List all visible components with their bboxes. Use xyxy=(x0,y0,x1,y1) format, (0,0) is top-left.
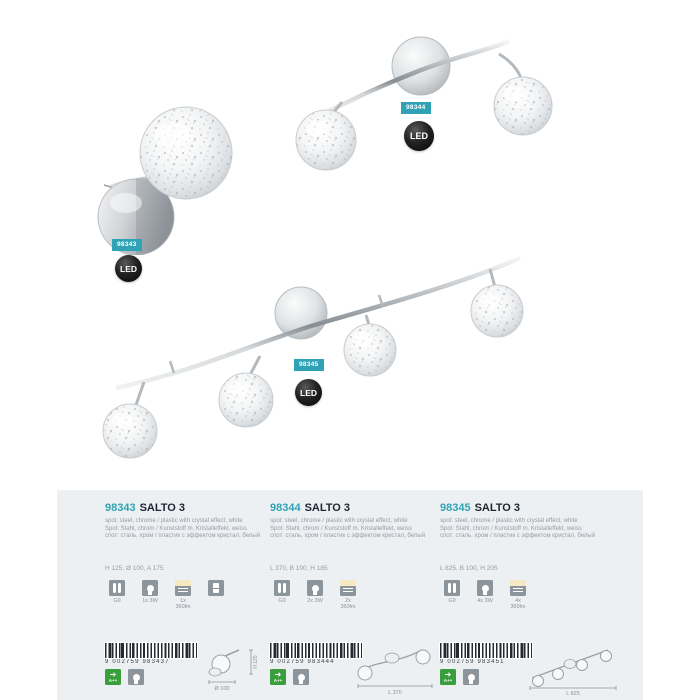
barcode-image xyxy=(440,643,532,658)
lumen-label: 2x 360lm xyxy=(340,598,356,610)
description-en: spot: steel, chrome / plastic with crystal effect, white xyxy=(440,518,578,524)
drawing-width-label: Ø 100 xyxy=(214,686,230,692)
certification-row xyxy=(440,669,536,685)
energy-arrow-icon: ➜ xyxy=(109,670,117,679)
product-sku: 98343 xyxy=(105,502,136,514)
energy-class-label: A++ xyxy=(443,678,453,683)
socket-label: G9 xyxy=(448,598,456,604)
description-en: spot: steel, chrome / plastic with crystal effect, white xyxy=(105,518,243,524)
energy-arrow-icon: ➜ xyxy=(444,670,452,679)
drawing-width-label: L 825 xyxy=(566,691,580,696)
description-de: Spot: Stahl, chrom / Kunststoff m. Kristalleffekt, weiss xyxy=(270,525,412,532)
dimension-drawing xyxy=(350,640,440,696)
led-badge-98345: LED xyxy=(295,379,322,406)
energy-class-label: A++ xyxy=(273,678,283,683)
spec-icons-row xyxy=(440,580,530,610)
led-badge-98343: LED xyxy=(115,255,142,282)
ean-number: 9 002759 983451 xyxy=(440,659,505,665)
energy-class-icon xyxy=(270,669,286,685)
wattage-spec xyxy=(138,580,162,610)
product-title xyxy=(105,502,185,514)
socket-label: G9 xyxy=(278,598,286,604)
switch-spec xyxy=(204,580,228,610)
product-description xyxy=(440,518,595,541)
lumen-icon xyxy=(510,580,526,596)
bulb-icon xyxy=(477,580,493,596)
product-name: SALTO 3 xyxy=(304,502,351,514)
g9-socket-icon xyxy=(444,580,460,596)
description-de: Spot: Stahl, chrom / Kunststoff m. Kristalleffekt, weiss xyxy=(440,525,582,532)
product-description xyxy=(270,518,425,541)
energy-arrow-icon: ➜ xyxy=(274,670,282,679)
product-name: SALTO 3 xyxy=(139,502,186,514)
bulb-included-icon xyxy=(128,669,144,685)
ean-number: 9 002759 983437 xyxy=(105,659,170,665)
drawing-width-label: L 370 xyxy=(388,690,402,696)
spec-column-98345 xyxy=(440,502,610,698)
barcode-image xyxy=(270,643,362,658)
product-photo-98343-wall-spot xyxy=(90,95,250,255)
product-description xyxy=(105,518,260,541)
description-ru: спот: сталь, хром / пластик с эффектом кристал, белый xyxy=(105,533,261,539)
socket-spec xyxy=(105,580,129,610)
bulb-icon xyxy=(307,580,323,596)
sku-badge-98344: 98344 xyxy=(401,102,431,114)
energy-class-icon xyxy=(440,669,456,685)
lumen-label: 4x 360lm xyxy=(510,598,526,610)
lumen-icon xyxy=(340,580,356,596)
spec-icons-row xyxy=(105,580,228,610)
energy-class-label: A++ xyxy=(108,678,118,683)
bulb-included-icon xyxy=(463,669,479,685)
wattage-spec xyxy=(303,580,327,610)
wattage-spec xyxy=(473,580,497,610)
switch-icon xyxy=(208,580,224,596)
ean-number: 9 002759 983444 xyxy=(270,659,335,665)
lumen-spec xyxy=(336,580,360,610)
product-name: SALTO 3 xyxy=(474,502,521,514)
wattage-label: 1x 3W xyxy=(142,598,158,604)
certification-row xyxy=(105,669,201,685)
energy-class-icon xyxy=(105,669,121,685)
dimensions-text: L 370, B 100, H 185 xyxy=(270,565,328,572)
wattage-label: 4x 3W xyxy=(477,598,493,604)
led-badge-98344: LED xyxy=(404,121,434,151)
product-sku: 98344 xyxy=(270,502,301,514)
product-title xyxy=(270,502,350,514)
dimensions-text: L 825, B 100, H 205 xyxy=(440,565,498,572)
lumen-spec xyxy=(506,580,530,610)
spec-column-98343 xyxy=(105,502,275,698)
socket-spec xyxy=(440,580,464,610)
socket-spec xyxy=(270,580,294,610)
lumen-label: 1x 360lm xyxy=(175,598,191,610)
g9-socket-icon xyxy=(109,580,125,596)
g9-socket-icon xyxy=(274,580,290,596)
spec-panel xyxy=(57,490,643,700)
barcode-block xyxy=(440,643,536,685)
sku-badge-98345: 98345 xyxy=(294,359,324,371)
description-ru: спот: сталь, хром / пластик с эффектом кристал, белый xyxy=(270,533,426,539)
lumen-spec xyxy=(171,580,195,610)
wattage-label: 2x 3W xyxy=(307,598,323,604)
drawing-height-label: H 125 xyxy=(253,655,259,669)
dimension-drawing xyxy=(524,640,624,696)
socket-label: G9 xyxy=(113,598,121,604)
spec-icons-row xyxy=(270,580,360,610)
description-ru: спот: сталь, хром / пластик с эффектом кристал, белый xyxy=(440,533,596,539)
product-photo-98345-four-spot xyxy=(78,243,543,465)
product-title xyxy=(440,502,520,514)
bulb-included-icon xyxy=(293,669,309,685)
barcode-block xyxy=(105,643,201,685)
barcode-image xyxy=(105,643,197,658)
bulb-icon xyxy=(142,580,158,596)
lumen-icon xyxy=(175,580,191,596)
description-en: spot: steel, chrome / plastic with crystal effect, white xyxy=(270,518,408,524)
spec-column-98344 xyxy=(270,502,440,698)
dimensions-text: H 125, Ø 100, A 175 xyxy=(105,565,164,572)
description-de: Spot: Stahl, chrom / Kunststoff m. Kristalleffekt, weiss xyxy=(105,525,247,532)
product-photo-98344-two-spot xyxy=(285,22,575,172)
sku-badge-98343: 98343 xyxy=(112,239,142,251)
dimension-drawing xyxy=(201,640,265,698)
product-sku: 98345 xyxy=(440,502,471,514)
